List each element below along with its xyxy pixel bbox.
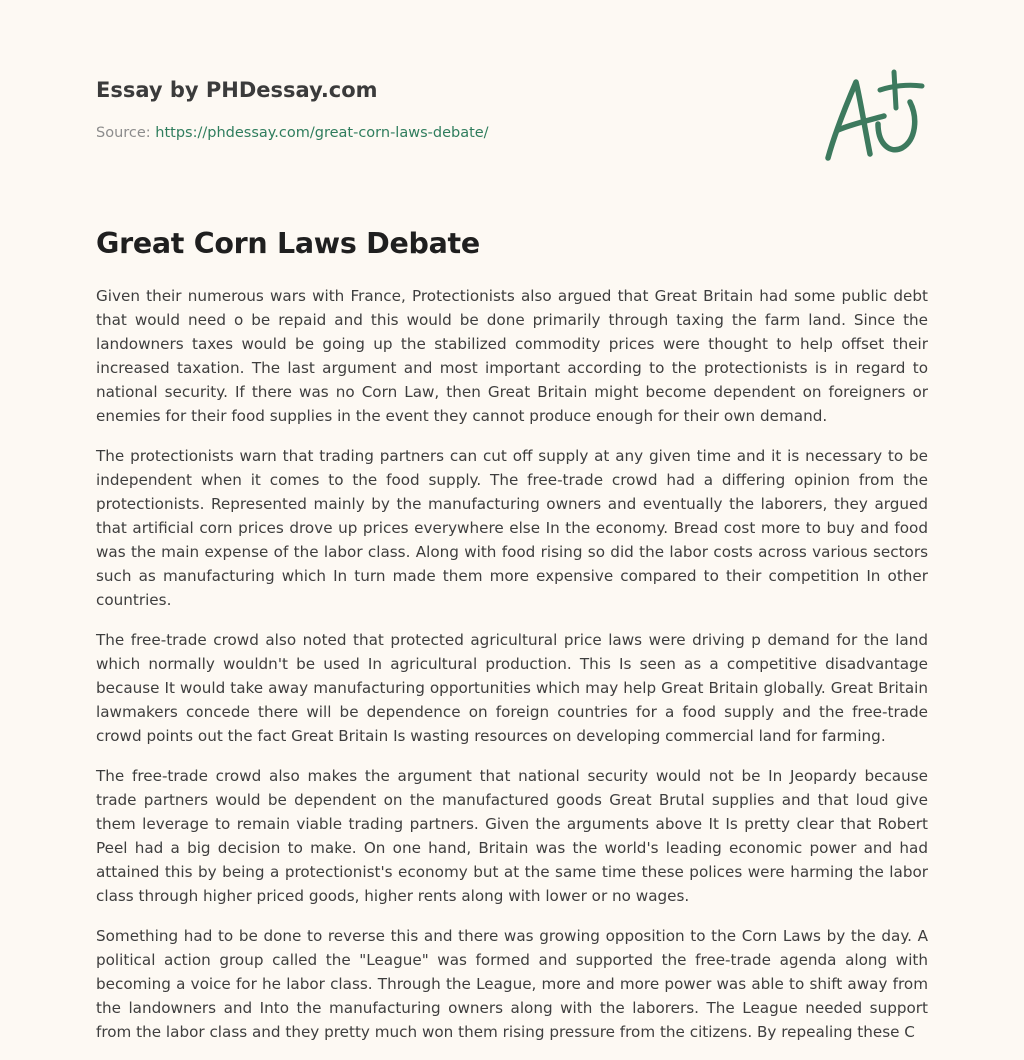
site-brand: Essay by PHDessay.com [96,78,378,102]
essay-title: Great Corn Laws Debate [96,227,480,260]
essay-paragraph-4: The free-trade crowd also makes the argument that national security would not be In Jeopardy because trade partners would be dependent on the manufactured goods Great Brutal supplies and that loud give them leverage to remain viable trading partners. Given the arguments above It Is pretty clear that Robert Peel had a big decision to make. On one hand, Britain was the world's leading economic power and had attained this by being a protectionist's economy but at the same time these polices were harming the labor class through higher priced goods, higher rents along with lower or no wages. [96,767,928,905]
a-plus-grade-icon [818,66,930,166]
source-line [96,123,716,143]
essay-body [96,284,928,1060]
essay-header [96,74,716,143]
essay-paragraph-1: Given their numerous wars with France, Protectionists also argued that Great Britain had some public debt that would need o be repaid and this would be done primarily through taxing the farm land. Since the landowners taxes would be going up the stabilized commodity prices were thought to help offset their increased taxation. The last argument and most important according to the protectionists is in regard to national security. If there was no Corn Law, then Great Britain might become dependent on foreigners or enemies for their food supplies in the event they cannot produce enough for their own demand. [96,287,928,425]
source-link[interactable]: https://phdessay.com/great-corn-laws-debate/ [155,125,489,141]
source-label: Source: [96,125,156,141]
essay-paragraph-3: The free-trade crowd also noted that protected agricultural price laws were driving p demand for the land which normally wouldn't be used In agricultural production. This Is seen as a competitive disadvantage because It would take away manufacturing opportunities which may help Great Britain globally. Great Britain lawmakers concede there will be dependence on foreign countries for a food supply and the free-trade crowd points out the fact Great Britain Is wasting resources on developing commercial land for farming. [96,631,928,745]
essay-paragraph-2: The protectionists warn that trading partners can cut off supply at any given time and it is necessary to be independent when it comes to the food supply. The free-trade crowd had a differing opinion from the protectionists. Represented mainly by the manufacturing owners and eventually the laborers, they argued that artificial corn prices drove up prices everywhere else In the economy. Bread cost more to buy and food was the main expense of the labor class. Along with food rising so did the labor costs across various sectors such as manufacturing which In turn made them more expensive compared to their competition In other countries. [96,447,928,609]
essay-paragraph-5: Something had to be done to reverse this and there was growing opposition to the Corn Laws by the day. A political action group called the "League" was formed and supported the free-trade agenda along with becoming a voice for he labor class. Through the League, more and more power was able to shift away from the landowners and Into the manufacturing owners along with the laborers. The League needed support from the labor class and they pretty much won them rising pressure from the citizens. By repealing these C [96,927,928,1041]
